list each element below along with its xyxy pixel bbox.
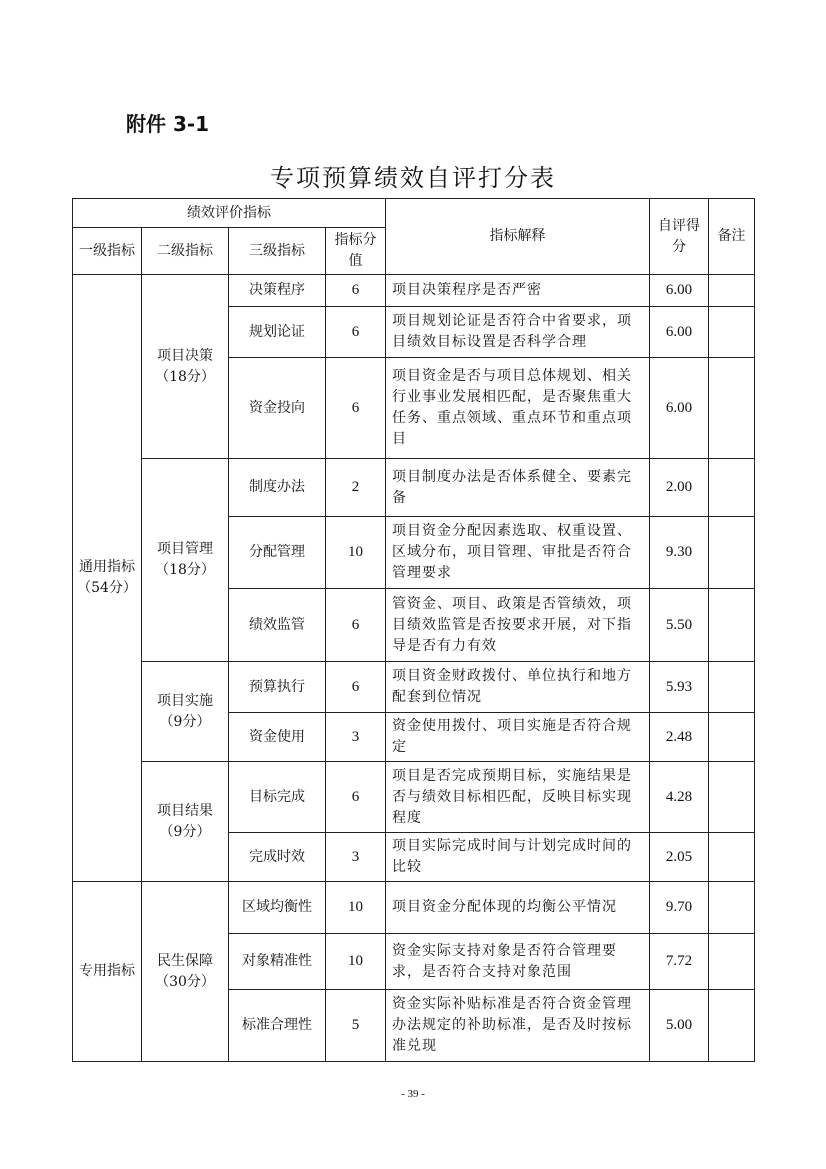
explanation-cell: 项目资金分配因素选取、权重设置、区域分布，项目管理、审批是否符合管理要求 [386, 517, 650, 589]
score-cell: 5.93 [650, 662, 709, 713]
table-row [73, 662, 755, 713]
indicator-cell: 区域均衡性 [229, 882, 326, 934]
header-indicator-group: 绩效评价指标 [73, 199, 386, 228]
weight-cell: 10 [326, 517, 386, 589]
table-row [73, 459, 755, 517]
indicator-cell: 完成时效 [229, 833, 326, 882]
score-cell: 7.72 [650, 934, 709, 990]
explanation-cell: 管资金、项目、政策是否管绩效，项目绩效监管是否按要求开展，对下指导是否有力有效 [386, 589, 650, 662]
remark-cell [709, 517, 755, 589]
weight-cell: 10 [326, 882, 386, 934]
weight-cell: 6 [326, 275, 386, 307]
explanation-cell: 项目制度办法是否体系健全、要素完备 [386, 459, 650, 517]
header-weight: 指标分值 [326, 228, 386, 275]
table-row [73, 762, 755, 833]
header-explanation: 指标解释 [386, 199, 650, 275]
header-self-score: 自评得分 [650, 199, 709, 275]
indicator-cell: 规划论证 [229, 307, 326, 358]
weight-cell: 6 [326, 589, 386, 662]
score-cell: 5.00 [650, 990, 709, 1062]
indicator-cell: 决策程序 [229, 275, 326, 307]
remark-cell [709, 882, 755, 934]
explanation-cell: 项目是否完成预期目标，实施结果是否与绩效目标相匹配，反映目标实现程度 [386, 762, 650, 833]
table-row [73, 882, 755, 934]
header-level1: 一级指标 [73, 228, 142, 275]
subgroup-label: 项目决策（18分） [142, 275, 229, 459]
indicator-cell: 资金投向 [229, 358, 326, 459]
explanation-cell: 项目资金是否与项目总体规划、相关行业事业发展相匹配，是否聚焦重大任务、重点领域、重点环节和重点项目 [386, 358, 650, 459]
weight-cell: 10 [326, 934, 386, 990]
document-title: 专项预算绩效自评打分表 [270, 164, 556, 192]
explanation-cell: 项目实际完成时间与计划完成时间的比较 [386, 833, 650, 882]
weight-cell: 6 [326, 762, 386, 833]
explanation-cell: 项目决策程序是否严密 [386, 275, 650, 307]
remark-cell [709, 713, 755, 762]
indicator-cell: 绩效监管 [229, 589, 326, 662]
remark-cell [709, 275, 755, 307]
explanation-cell: 项目规划论证是否符合中省要求，项目绩效目标设置是否科学合理 [386, 307, 650, 358]
subgroup-label: 项目实施（9分） [142, 662, 229, 762]
explanation-cell: 资金使用拨付、项目实施是否符合规定 [386, 713, 650, 762]
remark-cell [709, 833, 755, 882]
subgroup-label: 民生保障（30分） [142, 882, 229, 1062]
remark-cell [709, 307, 755, 358]
score-cell: 9.30 [650, 517, 709, 589]
score-cell: 9.70 [650, 882, 709, 934]
explanation-cell: 资金实际补贴标准是否符合资金管理办法规定的补助标准，是否及时按标准兑现 [386, 990, 650, 1062]
score-cell: 5.50 [650, 589, 709, 662]
weight-cell: 6 [326, 307, 386, 358]
subgroup-label: 项目管理（18分） [142, 459, 229, 662]
weight-cell: 3 [326, 833, 386, 882]
weight-cell: 2 [326, 459, 386, 517]
header-remark: 备注 [709, 199, 755, 275]
indicator-cell: 预算执行 [229, 662, 326, 713]
score-cell: 6.00 [650, 358, 709, 459]
explanation-cell: 资金实际支持对象是否符合管理要求，是否符合支持对象范围 [386, 934, 650, 990]
score-cell: 2.00 [650, 459, 709, 517]
header-level2: 二级指标 [142, 228, 229, 275]
score-cell: 6.00 [650, 275, 709, 307]
remark-cell [709, 934, 755, 990]
weight-cell: 3 [326, 713, 386, 762]
attachment-label: 附件 3-1 [126, 112, 210, 136]
score-table [72, 198, 755, 1062]
indicator-cell: 资金使用 [229, 713, 326, 762]
score-cell: 6.00 [650, 307, 709, 358]
remark-cell [709, 589, 755, 662]
page-number: - 39 - [401, 1088, 425, 1100]
table-row [73, 275, 755, 307]
indicator-cell: 制度办法 [229, 459, 326, 517]
weight-cell: 6 [326, 662, 386, 713]
remark-cell [709, 762, 755, 833]
subgroup-label: 项目结果（9分） [142, 762, 229, 882]
explanation-cell: 项目资金分配体现的均衡公平情况 [386, 882, 650, 934]
header-level3: 三级指标 [229, 228, 326, 275]
explanation-cell: 项目资金财政拨付、单位执行和地方配套到位情况 [386, 662, 650, 713]
indicator-cell: 分配管理 [229, 517, 326, 589]
indicator-cell: 标准合理性 [229, 990, 326, 1062]
remark-cell [709, 990, 755, 1062]
group-label: 通用指标（54分） [73, 275, 142, 882]
indicator-cell: 对象精准性 [229, 934, 326, 990]
weight-cell: 5 [326, 990, 386, 1062]
group-label: 专用指标 [73, 882, 142, 1062]
remark-cell [709, 358, 755, 459]
weight-cell: 6 [326, 358, 386, 459]
remark-cell [709, 459, 755, 517]
score-cell: 4.28 [650, 762, 709, 833]
score-cell: 2.48 [650, 713, 709, 762]
indicator-cell: 目标完成 [229, 762, 326, 833]
score-cell: 2.05 [650, 833, 709, 882]
remark-cell [709, 662, 755, 713]
